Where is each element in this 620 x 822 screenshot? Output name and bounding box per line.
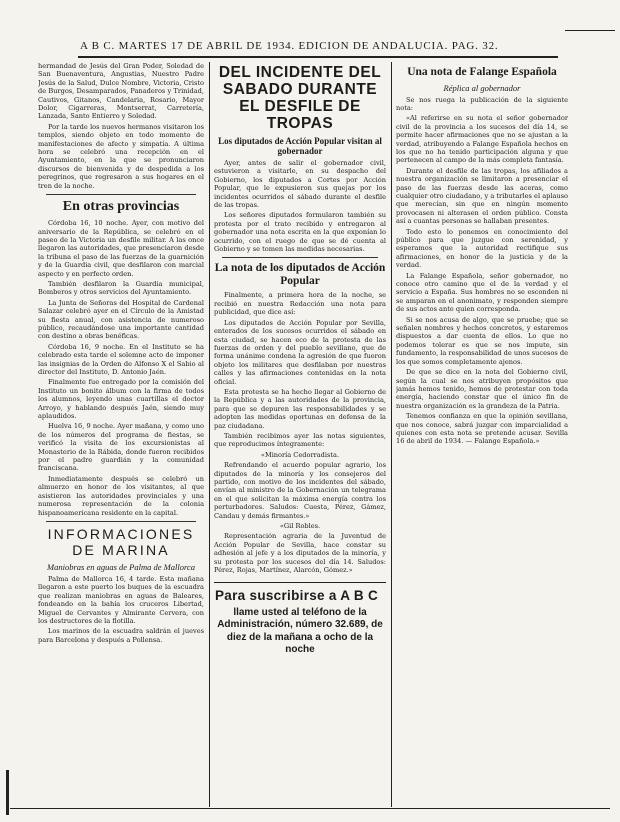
paragraph: La Junta de Señoras del Hospital de Cardenal Salazar celebró ayer en el Círculo de la Amistad su fiesta anual, con asistencia de numeroso público, recaudándose una importante cantidad con destino a obras benéficas. xyxy=(38,298,204,341)
paragraph: De que se dice en la nota del Gobierno civil, según la cual se nos atribuyen propósitos que jamás hemos tenido, hemos de protestar con toda energía, haciendo constar que el único fin de nuestra organización es la grandeza de la Patria. xyxy=(396,368,568,410)
quote-heading: «Gil Robles. xyxy=(279,522,321,531)
paragraph: Palma de Mallorca 16, 4 tarde. Esta mañana llegaron a este puerto los buques de la escuadra que realizan maniobras en aguas de Baleares, fondeando en la bahía los cruceros Libertad, Miguel de Cervantes y Almirante Cervera, con los destructores de la flotilla. xyxy=(38,574,204,625)
header-rule xyxy=(78,56,558,58)
falange-heading: Una nota de Falange Española xyxy=(407,66,557,78)
paragraph: Córdoba 16, 9 noche. En el Instituto se ha celebrado esta tarde el solemne acto de imponer las insignias de la Orden de Alfonso X el Sabio al director del Instituto, D. Antonio Jaén. xyxy=(38,342,204,376)
paragraph: Ayer, antes de salir el gobernador civil, estuvieron a visitarle, en su despacho del Gobierno, los diputados a Cortes por Acción Popular, que le expusieron sus quejas por los incidentes ocurridos el sábado durante el desfile de las tropas. xyxy=(214,159,386,210)
paragraph: Los diputados de Acción Popular por Sevilla, enterados de los sucesos ocurridos el sábado en esta ciudad, se hacen eco de la protesta de las fuerzas de orden y del pueblo sevillano, que de forma unánime condena la agresión de que fueron objeto los militares que desfilaban por nuestras calles y las afirmaciones contenidas en la nota oficial. xyxy=(214,318,386,386)
paragraph: «Al referirse en su nota el señor gobernador civil de la provincia a los sucesos del día 14, se permite hacer afirmaciones que no se ajustan a la verdad, atribuyendo a Falange Española hechos en los que no ha tenido participación alguna y que pertenecen al campo de la más completa fantasía. xyxy=(396,114,568,165)
paragraph: Por la tarde los nuevos hermanos visitaron los templos, siendo objeto en todo momento de manifestaciones de afecto y simpatía. A última hora se celebró una recepción en el Ayuntamiento, en la que se pronunciaron discursos de bienvenida y de despedida a los peregrinos, que regresaron a sus hogares en el tren de la noche. xyxy=(38,122,204,190)
left-top-article xyxy=(38,62,204,190)
marina-heading: INFORMACIONES DE MARINA xyxy=(47,525,195,558)
section-divider xyxy=(222,257,378,258)
marina-subheading: Maniobras en aguas de Palma de Mallorca xyxy=(47,561,195,572)
paragraph: Durante el desfile de las tropas, los afiliados a nuestra organización se limitaron a presenciar el paso de las fuerzas desde las aceras, como cualquier otro ciudadano, y a tributarles el aplauso que merecían, sin que en ningún momento provocasen ni alterasen el orden público. Consta así a cuantas personas se hallaban presentes. xyxy=(396,166,568,226)
paragraph: Todo esto lo ponemos en conocimiento del público para que juzgue con serenidad, y esperamos que la autoridad rectifique sus afirmaciones, en honor de la justicia y de la verdad. xyxy=(396,227,568,270)
column-rule-2 xyxy=(391,62,392,807)
advert-body: llame usted al teléfono de la Administración, número 32.689, de diez de la mañana a ocho de la noche xyxy=(217,607,383,656)
paragraph: Córdoba 16, 10 noche. Ayer, con motivo del aniversario de la República, se celebró en el paseo de la Victoria un desfile militar. A las once llegaron las autoridades, que presenciaron desde la tribuna el paso de las fuerzas de la guarnición y de la Guardia civil, que desfilaron con marcial aspecto y en perfecto orden. xyxy=(38,219,204,278)
paragraph: La Falange Española, señor gobernador, no conoce otro camino que el de la verdad y el servicio a España. Sus hombres no se esconden ni se amparan en el anonimato, y responden siempre de sus actos ante quien corresponda. xyxy=(396,271,568,314)
paragraph: Refrendando el acuerdo popular agrario, los diputados de la minoría y los consejeros del partido, con motivo de los incidentes del sábado, envían al ministro de la Gobernación un telegrama en el que solicitan la máxima energía contra los perturbadores. Saludos: Cuesta, Pérez, Gámez, Candau y demás firmantes.» xyxy=(214,461,386,520)
falange-subheading: Réplica al gobernador xyxy=(443,82,521,93)
marina-article xyxy=(38,575,204,644)
page-header: A B C. MARTES 17 DE ABRIL DE 1934. EDICION DE ANDALUCIA. PAG. 32. xyxy=(80,40,499,52)
subscription-advert xyxy=(215,588,385,698)
paragraph: Se nos ruega la publicación de la siguiente nota: xyxy=(396,95,568,112)
column-rule-1 xyxy=(209,62,210,807)
quote-heading: «Minoría Cedorradista. xyxy=(260,450,340,459)
paragraph: Inmediatamente después se celebró un almuerzo en honor de los visitantes, al que asistieron las autoridades provinciales y una numerosa representación de la colonia hispanoamericana residente en la capital. xyxy=(38,474,204,517)
paragraph: Los marinos de la escuadra saldrán el jueves para Barcelona y después a Pollensa. xyxy=(38,627,204,644)
paragraph: Los señores diputados formularon también su protesta por el trato recibido y entregaron al gobernador una nota escrita en la que exponían lo ocurrido, con el ruego de que se dé cuenta al Gobierno y se tomen las medidas necesarias. xyxy=(214,211,386,254)
paragraph: Finalmente fue entregado por la comisión del Instituto un bonito álbum con la firma de todos los alumnos, leyendo unas cuartillas el doctor Arroyo, y hablando después Jaén, siendo muy aplaudidos. xyxy=(38,378,204,421)
paragraph: Representación agraria de la Juventud de Acción Popular de Sevilla, hace constar su adhesión al jefe y a los diputados de la minoría, y su protesta por los sucesos del día 14. Saludos: Pérez, Rojas, Martínez, Alarcón, Gómez.» xyxy=(214,532,386,575)
ad-rule xyxy=(214,582,386,583)
advert-title: Para suscribirse a A B C xyxy=(215,588,379,603)
paragraph: También recibimos ayer las notas siguientes, que reproducimos íntegramente: xyxy=(214,431,386,449)
paragraph: Esta protesta se ha hecho llegar al Gobierno de la República y a las autoridades de la provincia, para que se depuren las responsabilidades y se adopten las medidas oportunas en defensa de la paz ciudadana. xyxy=(214,387,386,430)
section-heading: En otras provincias xyxy=(62,199,180,215)
section-divider xyxy=(46,194,196,195)
paragraph: También desfilaron la Guardia municipal, Bomberos y otros servicios del Ayuntamiento. xyxy=(38,279,204,297)
column-middle xyxy=(214,62,386,582)
paragraph: hermandad de Jesús del Gran Poder, Soledad de San Buenaventura, Angustias, Nuestro Padre Jesús de la Salud, Dulce Nombre, Victoria, Cristo de Burgos, Desamparados, Panaderos y Trinidad, Cautivos, Gitanos, Candelaria, Rosario, Mayor Dolor, Cigarreras, Montserrat, Carretería, Lanzada, Santo Entierro y Soledad. xyxy=(38,62,204,121)
article-subheading: Los diputados de Acción Popular visitan al gobernador xyxy=(218,136,382,156)
binding-mark xyxy=(6,770,9,815)
main-headline: DEL INCIDENTE DEL SABADO DURANTE EL DESFILE DE TROPAS xyxy=(218,64,382,132)
paragraph: Huelva 16, 9 noche. Ayer mañana, y como uno de los números del programa de fiestas, se verificó la visita de los excursionistas al Monasterio de la Rábida, donde fueron recibidos por el padre guardián y la comunidad franciscana. xyxy=(38,422,204,473)
paragraph: Finalmente, a primera hora de la noche, se recibió en nuestra Redacción una nota para publicidad, que dice así: xyxy=(214,291,386,317)
column-left xyxy=(38,62,204,807)
paragraph: Tenemos confianza en que la opinión sevillana, que nos conoce, sabrá juzgar con imparcialidad a quienes con esta nota se pretende acusar. Sevilla 16 de abril de 1934. — Falange Española.» xyxy=(396,412,568,446)
note-heading: La nota de los diputados de Acción Popular xyxy=(214,262,386,287)
bottom-rule xyxy=(10,808,610,809)
provinces-article xyxy=(38,219,204,517)
column-right xyxy=(396,62,568,807)
paragraph: Si se nos acusa de algo, que se pruebe; que se señalen nombres y hechos concretos, y estaremos dispuestos a dar cuenta de ellos. Lo que no podemos tolerar es que se nos impute, sin fundamento, la responsabilidad de unos sucesos de los que somos completamente ajenos. xyxy=(396,315,568,366)
section-divider xyxy=(46,521,196,522)
corner-rule xyxy=(565,30,615,31)
